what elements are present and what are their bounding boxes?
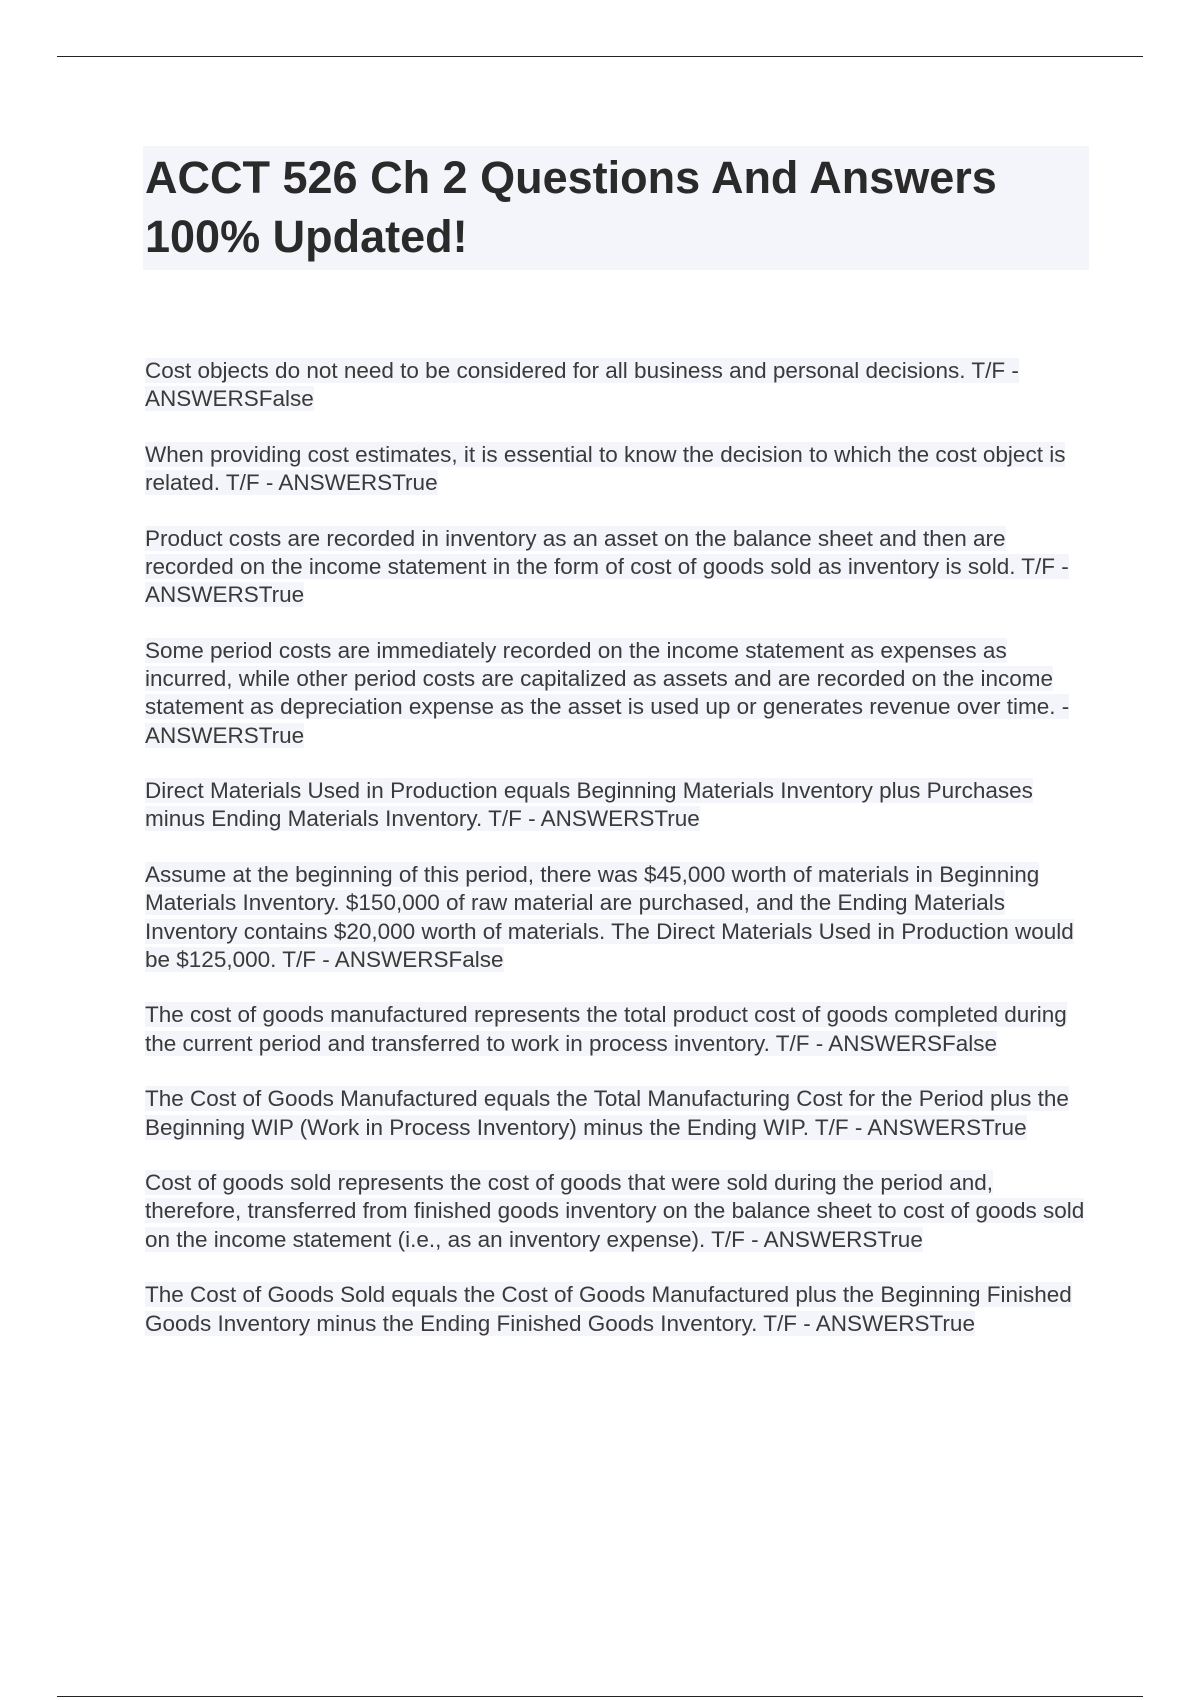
- qa-text: Direct Materials Used in Production equals Beginning Materials Inventory plus Purchases minus Ending Materials Inventory. T/F - ANSWERSTrue: [145, 778, 1033, 832]
- qa-item: [145, 441, 1089, 497]
- qa-item: [145, 861, 1089, 974]
- qa-item: [145, 525, 1089, 610]
- qa-item: [145, 1281, 1089, 1337]
- qa-text: Cost of goods sold represents the cost of goods that were sold during the period and, therefore, transferred from finished goods inventory on the balance sheet to cost of goods sold on the income statement (i.e., as an inventory expense). T/F - ANSWERSTrue: [145, 1170, 1085, 1252]
- qa-item: [145, 777, 1089, 833]
- footer-rule: [57, 1696, 1143, 1697]
- qa-text: When providing cost estimates, it is essential to know the decision to which the cost object is related. T/F - ANSWERSTrue: [145, 441, 1066, 496]
- qa-item: [145, 1169, 1089, 1254]
- qa-text: Cost objects do not need to be considered for all business and personal decisions. T/F - ANSWERSFalse: [145, 358, 1019, 412]
- title-block: [143, 146, 1089, 270]
- qa-text: Some period costs are immediately recorded on the income statement as expenses as incurred, while other period costs are capitalized as assets and are recorded on the income statement as depreciation expense as the asset is used up or generates revenue over time. - ANSWERSTrue: [145, 637, 1070, 748]
- qa-text: Assume at the beginning of this period, there was $45,000 worth of materials in Beginning Materials Inventory. $150,000 of raw material are purchased, and the Ending Materials Inventory contains $20,000 worth of materials. The Direct Materials Used in Production would be $125,000. T/F - ANSWERSFalse: [145, 862, 1074, 972]
- qa-item: [145, 637, 1089, 750]
- document-body: [145, 146, 1089, 1365]
- qa-list: [145, 357, 1089, 1338]
- qa-text: The Cost of Goods Sold equals the Cost of Goods Manufactured plus the Beginning Finished Goods Inventory minus the Ending Finished Goods Inventory. T/F - ANSWERSTrue: [145, 1282, 1072, 1336]
- qa-item: [145, 1001, 1089, 1057]
- header-rule: [57, 56, 1143, 57]
- qa-item: [145, 1085, 1089, 1141]
- qa-text: Product costs are recorded in inventory as an asset on the balance sheet and then are recorded on the income statement in the form of cost of goods sold as inventory is sold. T/F - ANSWERSTrue: [145, 525, 1069, 608]
- qa-text: The Cost of Goods Manufactured equals the Total Manufacturing Cost for the Period plus the Beginning WIP (Work in Process Inventory) minus the Ending WIP. T/F - ANSWERSTrue: [145, 1086, 1069, 1140]
- document-title: ACCT 526 Ch 2 Questions And Answers 100% Updated!: [145, 152, 997, 262]
- qa-item: [145, 357, 1089, 413]
- qa-text: The cost of goods manufactured represents the total product cost of goods completed during the current period and transferred to work in process inventory. T/F - ANSWERSFalse: [145, 1002, 1067, 1056]
